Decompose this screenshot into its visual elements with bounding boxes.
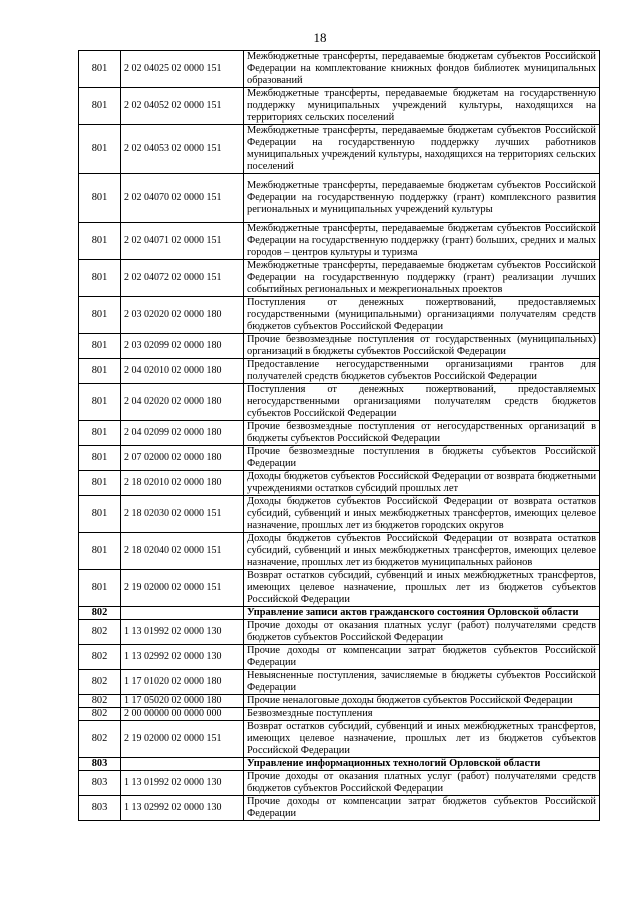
admin-code-cell: 801 [79, 297, 121, 334]
revenue-code-cell: 2 04 02020 02 0000 180 [121, 384, 244, 421]
revenue-name-cell: Прочие доходы от компенсации затрат бюджетов субъектов Российской Федерации [244, 796, 600, 821]
revenue-code-cell: 1 13 01992 02 0000 130 [121, 771, 244, 796]
revenue-code-cell: 2 02 04072 02 0000 151 [121, 260, 244, 297]
admin-code-cell: 802 [79, 645, 121, 670]
table-row [79, 446, 600, 471]
revenue-name-cell: Доходы бюджетов субъектов Российской Федерации от возврата остатков субсидий, субвенций и иных межбюджетных трансфертов, имеющих целевое назначение, прошлых лет из бюджетов муниципальных районов [244, 533, 600, 570]
table-row [79, 496, 600, 533]
revenue-name-cell: Межбюджетные трансферты, передаваемые бюджетам субъектов Российской Федерации на государственную поддержку (грант) реализации лучших событийных региональных и межрегиональных проектов [244, 260, 600, 297]
revenue-name-cell: Прочие доходы от оказания платных услуг (работ) получателями средств бюджетов субъектов Российской Федерации [244, 620, 600, 645]
revenue-code-cell: 1 13 02992 02 0000 130 [121, 645, 244, 670]
table-row [79, 708, 600, 721]
table-row [79, 771, 600, 796]
revenue-name-cell: Предоставление негосударственными организациями грантов для получателей средств бюджетов субъектов Российской Федерации [244, 359, 600, 384]
revenue-name-cell: Прочие безвозмездные поступления от негосударственных организаций в бюджеты субъектов Российской Федерации [244, 421, 600, 446]
admin-code-cell: 803 [79, 796, 121, 821]
table-row [79, 471, 600, 496]
revenue-name-cell: Доходы бюджетов субъектов Российской Федерации от возврата бюджетными учреждениями остатков субсидий прошлых лет [244, 471, 600, 496]
revenue-code-cell: 1 13 02992 02 0000 130 [121, 796, 244, 821]
table-row [79, 51, 600, 88]
revenue-name-cell: Возврат остатков субсидий, субвенций и иных межбюджетных трансфертов, имеющих целевое назначение, прошлых лет из бюджетов субъектов Российской Федерации [244, 721, 600, 758]
table-row [79, 174, 600, 223]
revenue-code-cell: 2 03 02099 02 0000 180 [121, 334, 244, 359]
table-row [79, 670, 600, 695]
revenue-name-cell: Межбюджетные трансферты, передаваемые бюджетам субъектов Российской Федерации на государственную поддержку (грант) больших, средних и малых городов – центров культуры и туризма [244, 223, 600, 260]
revenue-code-cell: 2 18 02030 02 0000 151 [121, 496, 244, 533]
admin-code-cell: 801 [79, 223, 121, 260]
admin-code-cell: 801 [79, 471, 121, 496]
revenue-code-cell: 2 02 04053 02 0000 151 [121, 125, 244, 174]
revenue-name-cell: Межбюджетные трансферты, передаваемые бюджетам на государственную поддержку муниципальных учреждений культуры, находящихся на территориях сельских поселений [244, 88, 600, 125]
revenue-code-cell: 2 02 04070 02 0000 151 [121, 174, 244, 223]
revenue-name-cell: Управление записи актов гражданского состояния Орловской области [244, 607, 600, 620]
revenue-name-cell: Межбюджетные трансферты, передаваемые бюджетам субъектов Российской Федерации на комплектование книжных фондов библиотек муниципальных образований [244, 51, 600, 88]
table-row [79, 620, 600, 645]
table-row [79, 570, 600, 607]
table-row [79, 721, 600, 758]
table-row [79, 384, 600, 421]
table-section-heading [79, 758, 600, 771]
revenue-code-cell: 1 17 05020 02 0000 180 [121, 695, 244, 708]
revenue-name-cell: Безвозмездные поступления [244, 708, 600, 721]
revenue-name-cell: Межбюджетные трансферты, передаваемые бюджетам субъектов Российской Федерации на государственную поддержку (грант) комплексного развития региональных и муниципальных учреждений культуры [244, 174, 600, 223]
admin-code-cell: 801 [79, 125, 121, 174]
table-row [79, 125, 600, 174]
revenue-code-cell: 2 18 02040 02 0000 151 [121, 533, 244, 570]
revenue-name-cell: Прочие безвозмездные поступления от государственных (муниципальных) организаций в бюджеты субъектов Российской Федерации [244, 334, 600, 359]
table-row [79, 695, 600, 708]
admin-code-cell: 801 [79, 174, 121, 223]
table-row [79, 88, 600, 125]
admin-code-cell: 801 [79, 496, 121, 533]
table-row [79, 796, 600, 821]
revenue-name-cell: Доходы бюджетов субъектов Российской Федерации от возврата остатков субсидий, субвенций и иных межбюджетных трансфертов, имеющих целевое назначение, прошлых лет из бюджетов городских округов [244, 496, 600, 533]
revenue-code-cell: 2 02 04025 02 0000 151 [121, 51, 244, 88]
admin-code-cell: 802 [79, 708, 121, 721]
revenue-codes-table [78, 50, 600, 821]
admin-code-cell: 803 [79, 758, 121, 771]
revenue-code-cell: 2 18 02010 02 0000 180 [121, 471, 244, 496]
table-row [79, 260, 600, 297]
admin-code-cell: 802 [79, 670, 121, 695]
revenue-code-cell: 1 13 01992 02 0000 130 [121, 620, 244, 645]
admin-code-cell: 802 [79, 620, 121, 645]
admin-code-cell: 801 [79, 51, 121, 88]
table-row [79, 421, 600, 446]
admin-code-cell: 801 [79, 570, 121, 607]
revenue-name-cell: Поступления от денежных пожертвований, предоставляемых негосударственными организациями получателям средств бюджетов субъектов Российской Федерации [244, 384, 600, 421]
admin-code-cell: 801 [79, 260, 121, 297]
admin-code-cell: 801 [79, 421, 121, 446]
table-section-heading [79, 607, 600, 620]
revenue-name-cell: Невыясненные поступления, зачисляемые в бюджеты субъектов Российской Федерации [244, 670, 600, 695]
admin-code-cell: 801 [79, 359, 121, 384]
admin-code-cell: 801 [79, 446, 121, 471]
admin-code-cell: 802 [79, 695, 121, 708]
revenue-code-cell: 2 07 02000 02 0000 180 [121, 446, 244, 471]
revenue-name-cell: Прочие доходы от оказания платных услуг (работ) получателями средств бюджетов субъектов Российской Федерации [244, 771, 600, 796]
admin-code-cell: 801 [79, 88, 121, 125]
revenue-name-cell: Прочие доходы от компенсации затрат бюджетов субъектов Российской Федерации [244, 645, 600, 670]
admin-code-cell: 802 [79, 721, 121, 758]
page-number: 18 [313, 30, 327, 45]
revenue-code-cell: 2 04 02099 02 0000 180 [121, 421, 244, 446]
revenue-code-cell: 2 00 00000 00 0000 000 [121, 708, 244, 721]
revenue-code-cell: 2 03 02020 02 0000 180 [121, 297, 244, 334]
revenue-code-cell: 1 17 01020 02 0000 180 [121, 670, 244, 695]
revenue-name-cell: Прочие безвозмездные поступления в бюджеты субъектов Российской Федерации [244, 446, 600, 471]
revenue-code-cell [121, 758, 244, 771]
admin-code-cell: 801 [79, 384, 121, 421]
revenue-name-cell: Управление информационных технологий Орловской области [244, 758, 600, 771]
table-row [79, 334, 600, 359]
table-row [79, 645, 600, 670]
table-row [79, 223, 600, 260]
admin-code-cell: 802 [79, 607, 121, 620]
revenue-name-cell: Прочие неналоговые доходы бюджетов субъектов Российской Федерации [244, 695, 600, 708]
revenue-code-cell: 2 02 04071 02 0000 151 [121, 223, 244, 260]
revenue-code-cell: 2 04 02010 02 0000 180 [121, 359, 244, 384]
admin-code-cell: 801 [79, 533, 121, 570]
admin-code-cell: 803 [79, 771, 121, 796]
revenue-code-cell: 2 02 04052 02 0000 151 [121, 88, 244, 125]
revenue-name-cell: Поступления от денежных пожертвований, предоставляемых государственными (муниципальными) организациями получателям средств бюджетов субъектов Российской Федерации [244, 297, 600, 334]
revenue-code-cell: 2 19 02000 02 0000 151 [121, 721, 244, 758]
revenue-name-cell: Возврат остатков субсидий, субвенций и иных межбюджетных трансфертов, имеющих целевое назначение, прошлых лет из бюджетов субъектов Российской Федерации [244, 570, 600, 607]
table-row [79, 533, 600, 570]
revenue-name-cell: Межбюджетные трансферты, передаваемые бюджетам субъектов Российской Федерации на государственную поддержку лучших работников муниципальных учреждений культуры, находящихся на территориях сельских поселений [244, 125, 600, 174]
revenue-code-cell: 2 19 02000 02 0000 151 [121, 570, 244, 607]
revenue-code-cell [121, 607, 244, 620]
table-row [79, 359, 600, 384]
table-row [79, 297, 600, 334]
admin-code-cell: 801 [79, 334, 121, 359]
